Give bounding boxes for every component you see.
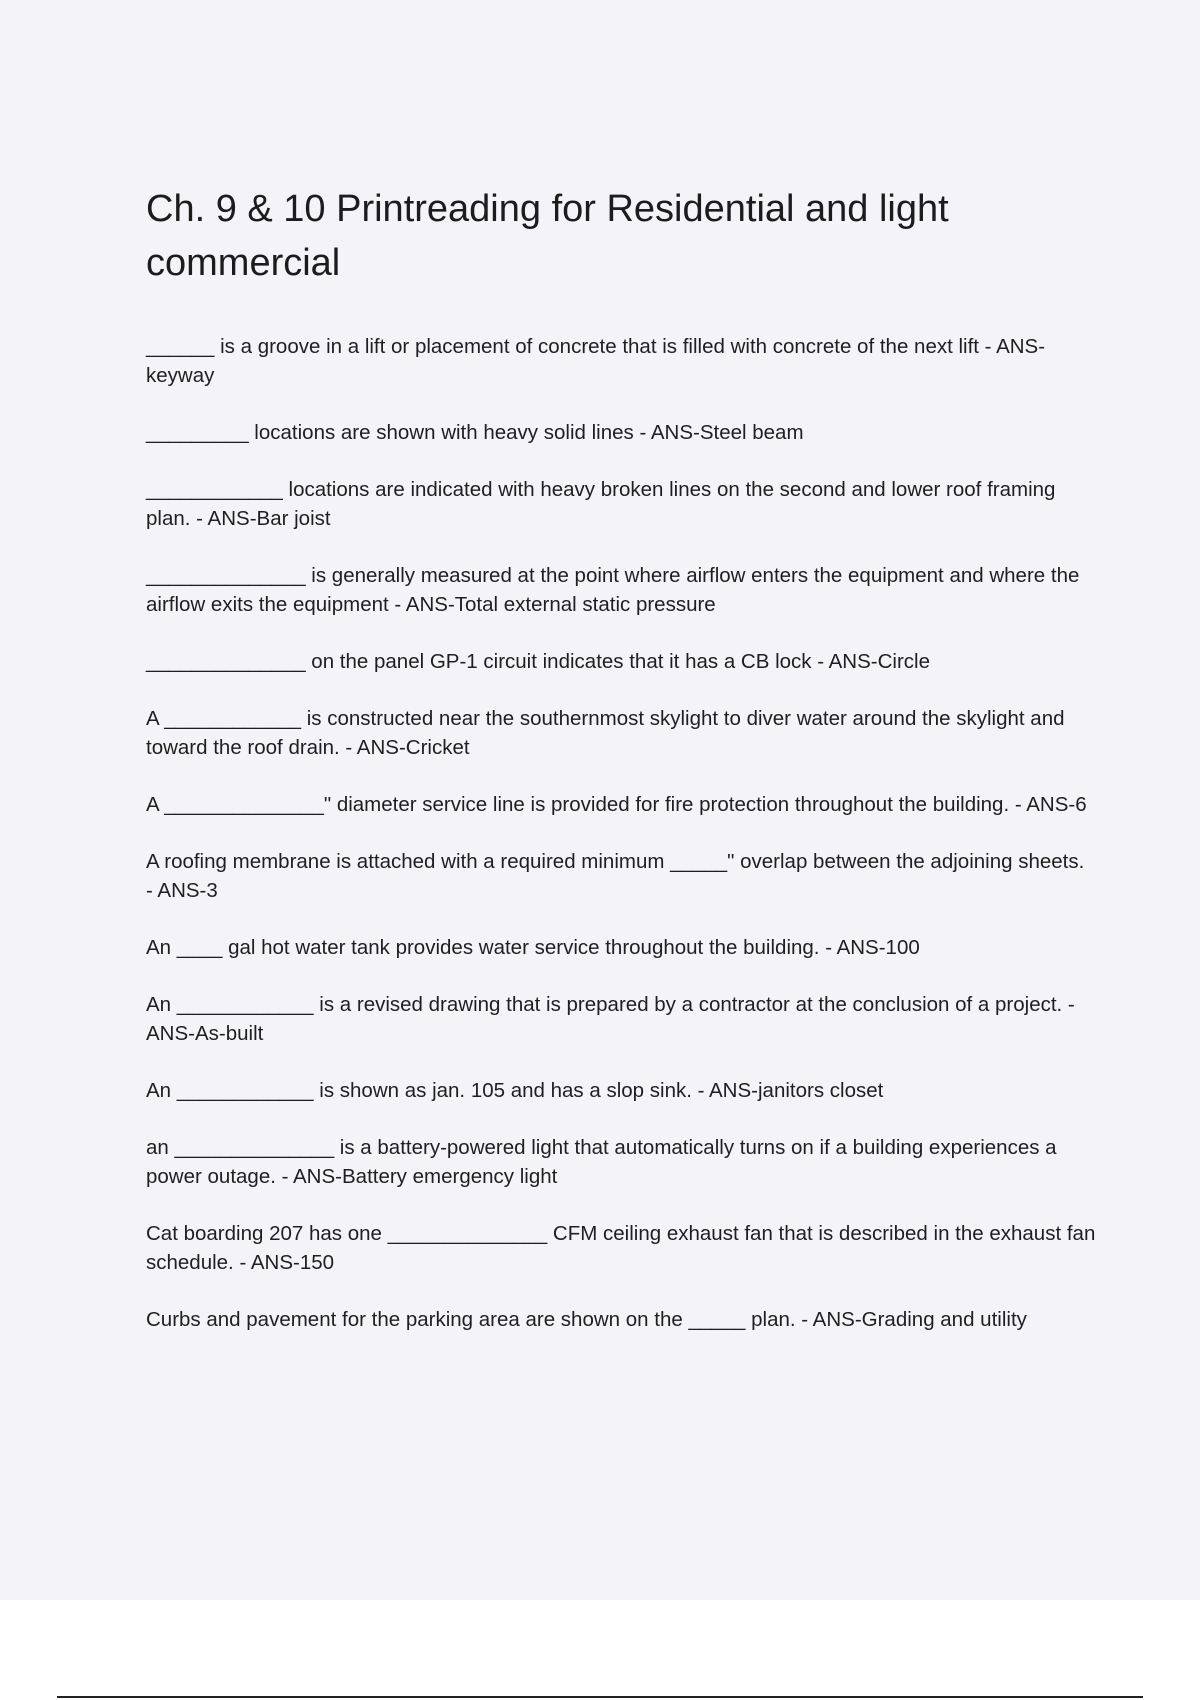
qa-item: An ____ gal hot water tank provides water service throughout the building. - ANS-100 xyxy=(146,936,920,959)
qa-item: _________ locations are shown with heavy solid lines - ANS-Steel beam xyxy=(146,421,804,444)
qa-item: A ____________ is constructed near the southernmost skylight to diver water around the skylight and toward the roof drain. - ANS-Cricket xyxy=(146,707,1065,759)
document-title: Ch. 9 & 10 Printreading for Residential and light commercial xyxy=(146,188,949,284)
footer-divider xyxy=(57,1696,1143,1698)
qa-item: Cat boarding 207 has one ______________ CFM ceiling exhaust fan that is described in the exhaust fan schedule. - ANS-150 xyxy=(146,1222,1096,1274)
qa-item: ______________ is generally measured at the point where airflow enters the equipment and where the airflow exits the equipment - ANS-Total external static pressure xyxy=(146,564,1080,616)
qa-item: An ____________ is shown as jan. 105 and has a slop sink. - ANS-janitors closet xyxy=(146,1079,884,1102)
qa-item: ____________ locations are indicated with heavy broken lines on the second and lower roof framing plan. - ANS-Bar joist xyxy=(146,478,1056,530)
document-content xyxy=(146,182,1096,1362)
qa-item: ______ is a groove in a lift or placement of concrete that is filled with concrete of the next lift - ANS-keyway xyxy=(146,335,1046,387)
qa-item: Curbs and pavement for the parking area are shown on the _____ plan. - ANS-Grading and utility xyxy=(146,1308,1027,1331)
qa-item: an ______________ is a battery-powered light that automatically turns on if a building experiences a power outage. - ANS-Battery emergency light xyxy=(146,1136,1057,1188)
qa-item: An ____________ is a revised drawing that is prepared by a contractor at the conclusion of a project. - ANS-As-built xyxy=(146,993,1075,1045)
qa-item: A ______________" diameter service line is provided for fire protection throughout the building. - ANS-6 xyxy=(146,793,1087,816)
qa-item: ______________ on the panel GP-1 circuit indicates that it has a CB lock - ANS-Circle xyxy=(146,650,930,673)
qa-item: A roofing membrane is attached with a required minimum _____" overlap between the adjoining sheets. - ANS-3 xyxy=(146,850,1085,902)
